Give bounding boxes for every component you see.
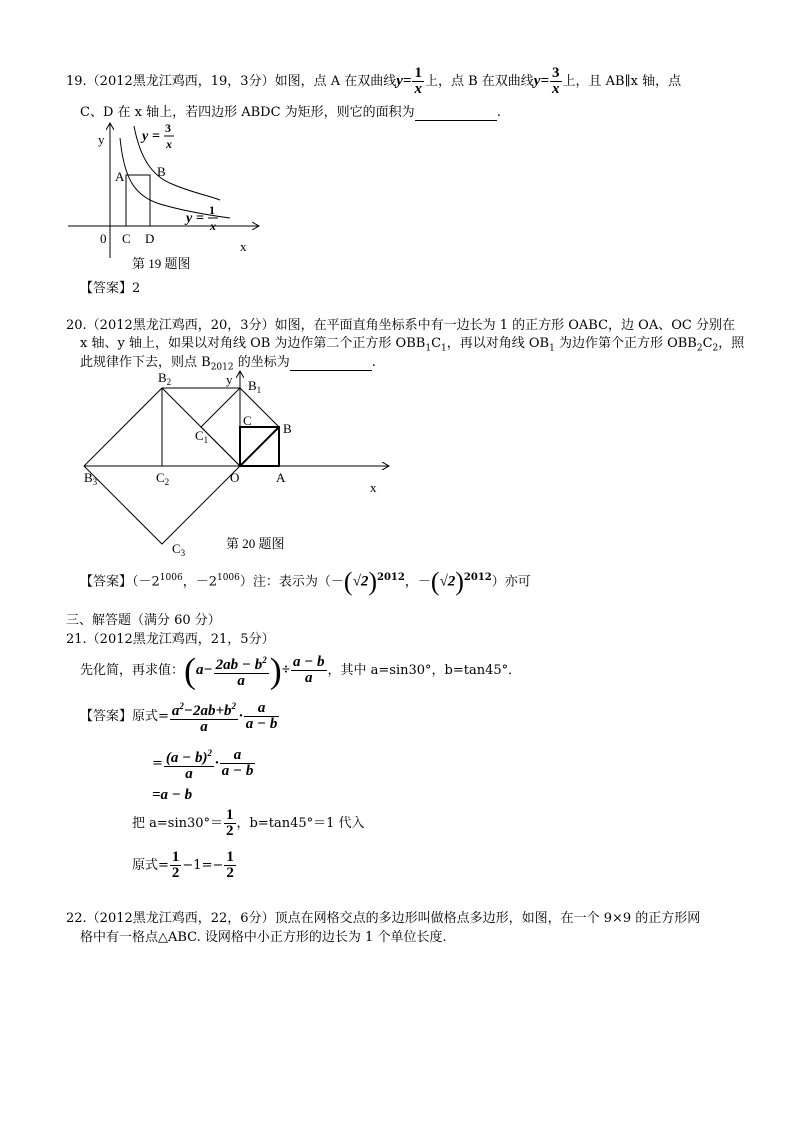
q21-problem: 先化简，再求值：(a− $\frac{2ab - b^2}{a}$ )÷ $\frac{a - b}{a}$ ，其中 a=sin30°，b=tan45°． [80,650,522,691]
q20-label-C2: $C_2$ [156,470,170,487]
q19-mid2: 上，且 AB∥x 轴，点 [562,74,682,89]
q20-figure [78,370,398,565]
q19-curve3-den: x [166,137,172,151]
q20-label-x: x [370,480,377,495]
q19-line2: C、D 在 x 轴上，若四边形 ABDC 为矩形，则它的面积为 . [80,105,501,120]
q19-answer-blank [415,105,497,121]
q19-label-A: A [115,169,125,184]
q21-answer-step3: =a − b [152,787,193,803]
q20-label-C: C [243,413,252,428]
q21-substitute: 把 a=sin30°＝ $\frac{1}{2}$ ，b=tan45°＝1 代入 [132,807,365,839]
q22-line1: 22.（2012黑龙江鸡西，22，6分）顶点在网格交点的多边形叫做格点多边形，如图，在一个 9×9 的正方形网 [66,911,701,926]
q19-curve3-num: 3 [165,121,171,135]
q19-label-C: C [122,231,131,246]
q19-curve1-eq: = [196,211,204,226]
q21-frac-inner: $\frac{2ab - b^2}{a}$ [215,654,267,689]
q19-label-B: B [157,164,166,179]
q21-final-frac2: $\frac{1}{2}$ [226,849,234,881]
q21-half-frac: $\frac{1}{2}$ [226,807,234,839]
q20-label-B1: $B_1$ [248,378,262,395]
q19-caption: 第 19 题图 [132,256,191,271]
q21-step2-frac2: $\frac{a}{a - b}$ [221,747,254,779]
q19-lead: 19.（2012黑龙江鸡西，19，3分）如图，点 A 在双曲线 [66,74,397,89]
q19-curve3-eq: = [152,129,160,144]
q21-frac-outer: $\frac{a - b}{a}$ [292,654,325,686]
q19-frac-3-over-x: $\frac{3}{x}$ [552,65,560,97]
q20-line1: 20.（2012黑龙江鸡西，20，3分）如图，在平面直角坐标系中有一边长为 1 的正方形 OABC，边 OA、OC 分别在 [66,318,735,333]
q19-curve3-y: y [142,129,149,144]
q19-figure [60,118,260,278]
q20-line3: 此规律作下去，则点 $B_{2012}$ 的坐标为 . [80,355,376,373]
q20-label-B: B [283,421,292,436]
q20-sqrt-2b: √2 [439,573,456,590]
q19-y2: y [533,73,541,89]
q22-line2: 格中有一格点△ABC. 设网格中小正方形的边长为 1 个单位长度. [80,930,447,945]
section3-heading: 三、解答题（满分 60 分） [66,613,221,628]
q21-answer-step2: = $\frac{(a - b)^2}{a}$ · $\frac{a}{a - b}$ [152,747,254,782]
q19-curve1-y: y [186,211,193,226]
q21-answer-step1: 【答案】原式= $\frac{a^2-2ab+b^2}{a}$ · $\frac{a}{a - b}$ [80,700,278,735]
q20-label-C3: $C_3$ [172,541,186,558]
q19-mid1: 上，点 B 在双曲线 [424,74,534,89]
q19-y1: y [396,73,403,89]
q19-curve1-num: 1 [209,203,215,217]
q19-eq1: = [402,73,412,89]
q21-step2-frac: $\frac{(a - b)^2}{a}$ [165,747,212,782]
q20-caption: 第 20 题图 [226,536,285,551]
q19-frac-1-over-x: $\frac{1}{x}$ [414,65,422,97]
q19-label-D: D [145,231,155,246]
q19-answer: 【答案】2 [80,281,141,296]
q19-line1 [66,66,681,97]
q21-step1-frac: $\frac{a^2-2ab+b^2}{a}$ [171,700,237,735]
q20-label-O: O [230,470,240,485]
q19-eq2: = [540,73,550,89]
q19-curve1-den: x [210,219,216,233]
q19-label-y: y [98,132,105,147]
q20-answer-blank [290,355,372,371]
q19-label-x: x [240,239,247,254]
q21-step1-frac2: $\frac{a}{a - b}$ [245,700,278,732]
q21-head: 21.（2012黑龙江鸡西，21，5分） [66,632,275,647]
q19-label-origin: 0 [100,231,107,246]
q20-label-B3: $B_3$ [84,470,98,487]
q20-answer: 【答案】（$-2^{1006}$，$-2^{1006}$）注：表示为（$-(√2)^{2012}$，$-(√2)^{2012}$）亦可 [80,566,531,596]
q20-label-A: A [276,470,286,485]
q20-diagonal-OB [240,427,279,466]
q20-label-B2: $B_2$ [158,370,172,387]
q20-label-y: y [226,372,233,387]
q20-line2: x 轴、y 轴上，如果以对角线 OB 为边作第二个正方形 $OBB_1C_1$，再以对角线 $OB_1$ 为边作第个正方形 $OBB_2C_2$，照 [80,336,745,354]
q21-final: 原式= $\frac{1}{2}$ −1=− $\frac{1}{2}$ [132,849,234,881]
q19-rectangle [126,175,150,226]
q20-label-C1: $C_1$ [195,428,209,445]
q20-sqrt-2a: √2 [352,573,369,590]
q21-final-frac1: $\frac{1}{2}$ [171,849,180,881]
